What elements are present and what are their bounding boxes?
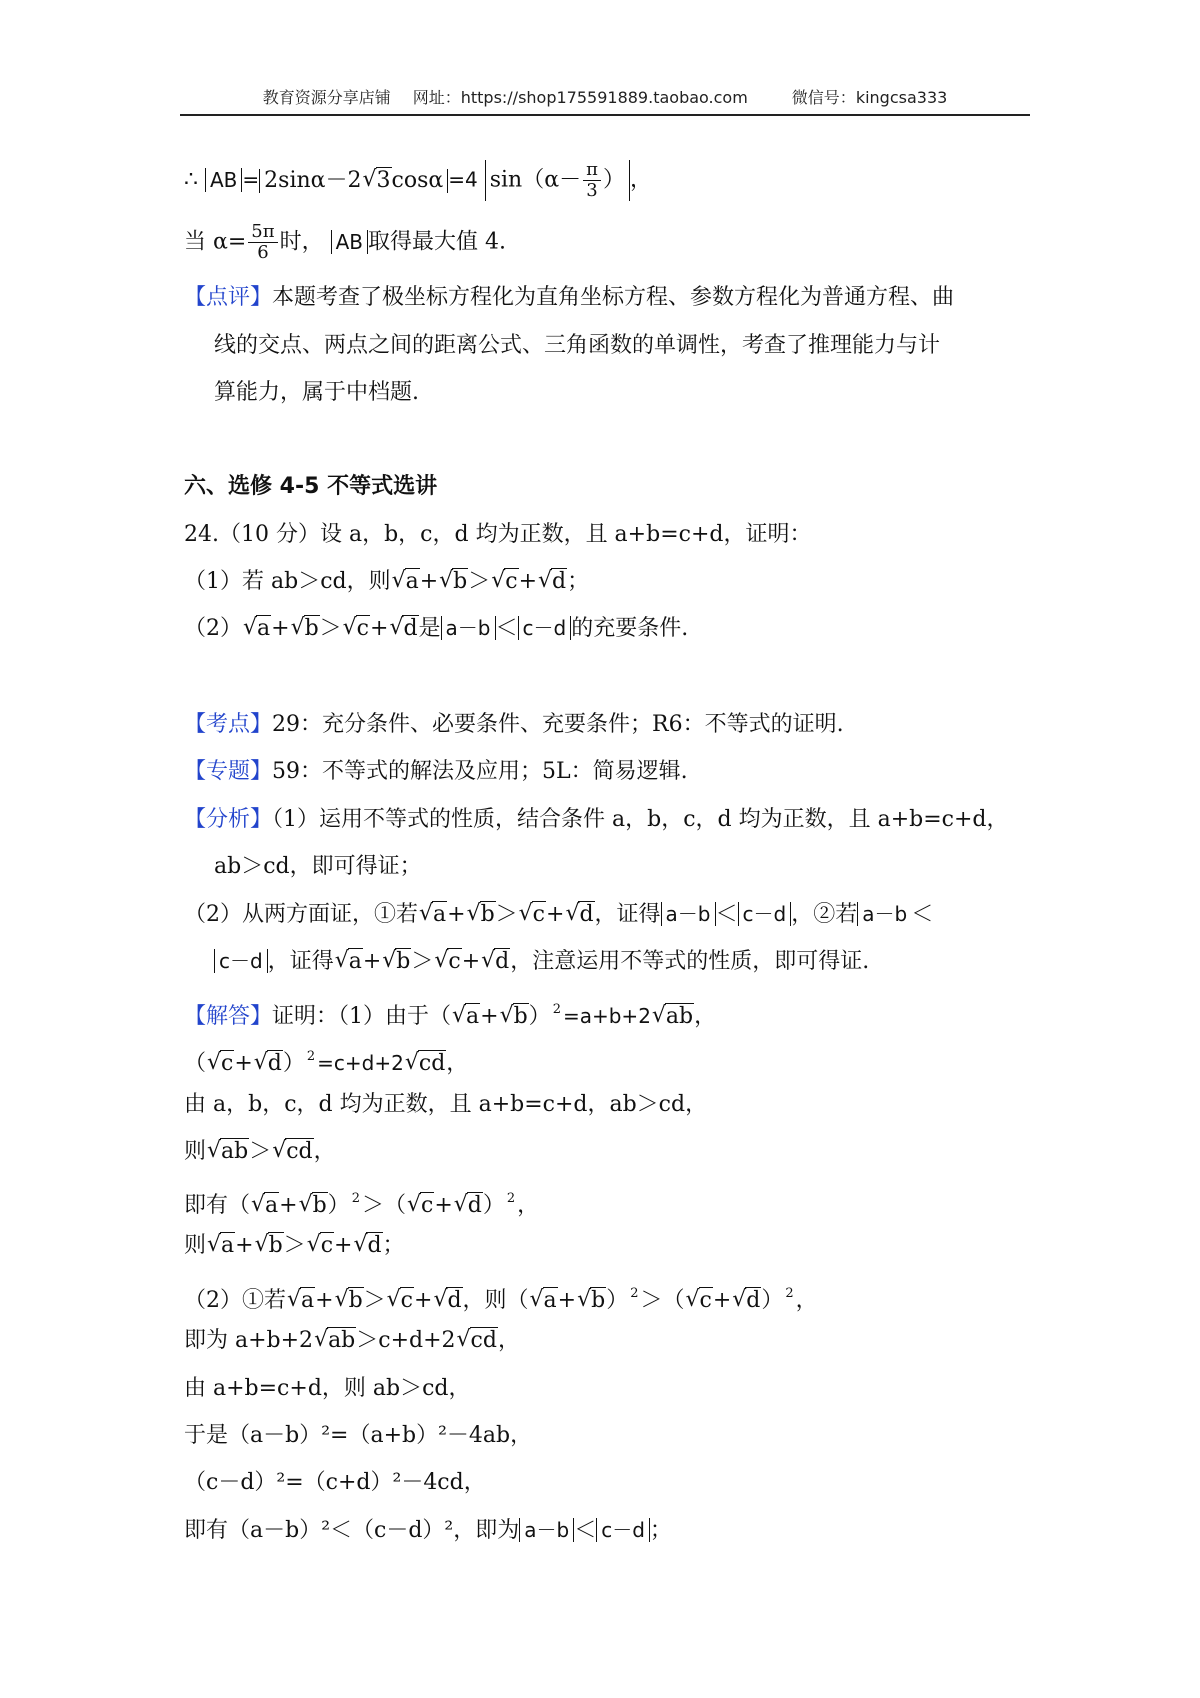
page-header (180, 84, 1030, 116)
wechat-label: 微信号： (791, 88, 856, 107)
kaodian-tag: 【考点】 (184, 712, 273, 737)
answer-line-5: 即有（√ a+√ b） $^2$＞（√ c+√ d） $^2$， (184, 1184, 539, 1221)
comment-line-3: 算能力，属于中档题. (214, 380, 419, 405)
max-value-line: 当 α= $\frac{5\pi}{6}$ 时， AB 取得最大值 4. (184, 221, 506, 263)
answer-line-2: （√ c+√ d） $^2$ =c+d+2√ cd， (184, 1042, 468, 1079)
answer-line-6: 则√ a+√ b＞√ c+√ d； (184, 1231, 405, 1261)
answer-line-12: 即有（a－b）²＜（c－d）²，即为 a－b ＜ c－d ； (184, 1518, 672, 1543)
answer-line-9: 由 a+b=c+d，则 ab＞cd， (184, 1376, 471, 1401)
answer-tag: 【解答】 (184, 1004, 273, 1029)
zhuanti-line: 【专题】59：不等式的解法及应用；5L：简易逻辑. (184, 759, 688, 784)
analysis-line-1: 【分析】（1）运用不等式的性质，结合条件 a，b，c，d 均为正数，且 a+b=c+d， (184, 807, 1009, 832)
answer-line-3: 由 a，b，c，d 均为正数，且 a+b=c+d，ab＞cd， (184, 1092, 708, 1117)
comment-line-1: 【点评】本题考查了极坐标方程化为直角坐标方程、参数方程化为普通方程、曲 (184, 285, 955, 310)
question-part-2: （2）√ a+√ b＞√ c+√ d是 a－b ＜ c－d 的充要条件. (184, 614, 688, 644)
wechat-id: kingcsa333 (855, 88, 948, 107)
url-label: 网址： (412, 88, 461, 107)
answer-line-11: （c－d）²=（c+d）²－4cd， (184, 1470, 486, 1495)
zhuanti-tag: 【专题】 (184, 759, 273, 784)
question-part-1: （1）若 ab＞cd，则√ a+√ b＞√ c+√ d； (184, 567, 589, 597)
analysis-line-4: c－d ，证得√ a+√ b＞√ c+√ d，注意运用不等式的性质，即可得证. (214, 947, 869, 977)
question-24: 24.（10 分）设 a，b，c，d 均为正数，且 a+b=c+d，证明： (184, 522, 812, 547)
answer-line-4: 则√ ab＞√ cd， (184, 1137, 336, 1167)
analysis-line-2: ab＞cd，即可得证； (214, 854, 422, 879)
kaodian-line: 【考点】29：充分条件、必要条件、充要条件；R6：不等式的证明. (184, 712, 844, 737)
formula-line-ab: ∴ AB = 2sinα－2√ 3cosα =4 sin（α－ $\frac{\pi}{3}$ ） ， (184, 160, 652, 201)
shop-url[interactable]: https://shop175591889.taobao.com (460, 88, 748, 107)
comment-line-2: 线的交点、两点之间的距离公式、三角函数的单调性，考查了推理能力与计 (214, 333, 941, 358)
analysis-tag: 【分析】 (184, 807, 273, 832)
section-heading: 六、选修 4-5 不等式选讲 (184, 474, 438, 499)
analysis-line-3: （2）从两方面证，①若√ a+√ b＞√ c+√ d，证得 a－b ＜ c－d ，②若 a－b ＜ (184, 900, 933, 930)
answer-line-10: 于是（a－b）²=（a+b）²－4ab， (184, 1423, 533, 1448)
answer-line-8: 即为 a+b+2√ ab＞c+d+2√ cd， (184, 1326, 520, 1356)
answer-line-1: 【解答】证明：（1）由于（√ a+√ b） $^2$ =a+b+2√ ab， (184, 995, 716, 1032)
comment-tag: 【点评】 (184, 285, 273, 310)
shop-name: 教育资源分享店铺 (262, 88, 391, 107)
answer-line-7: （2）①若√ a+√ b＞√ c+√ d，则（√ a+√ b） $^2$＞（√ c+√ d） $^2$， (184, 1279, 818, 1316)
